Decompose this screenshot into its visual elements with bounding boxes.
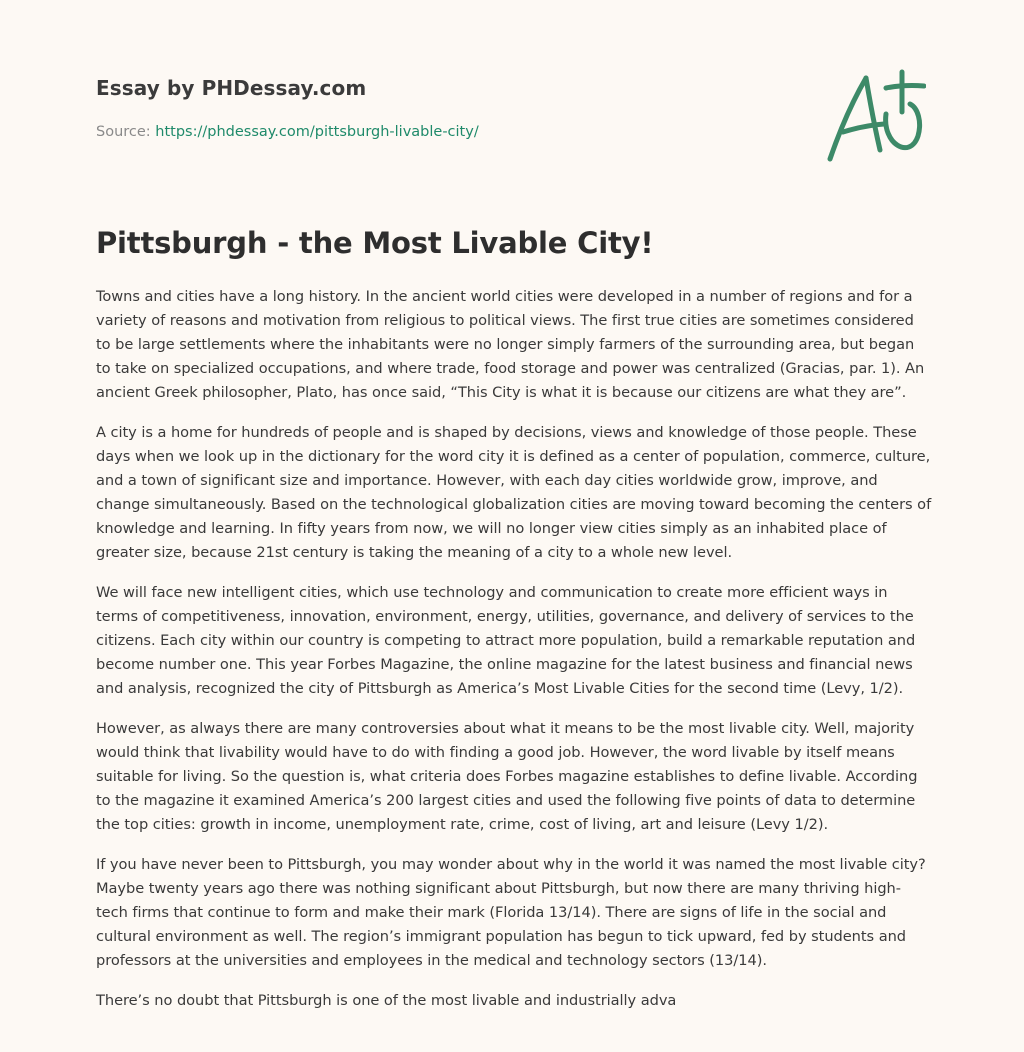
source-label: Source:: [96, 124, 151, 140]
essay-paragraph: If you have never been to Pittsburgh, you may wonder about why in the world it was named the most livable city? Maybe twenty years ago there was nothing significant about Pittsburgh, but now there are many thriving high-tech firms that continue to form and make their mark (Florida 13/14). There are signs of life in the social and cultural environment as well. The region’s immigrant population has begun to tick upward, fed by students and professors at the universities and employees in the medical and technology sectors (13/14).: [96, 856, 926, 969]
essay-body: [96, 285, 932, 1029]
site-title: Essay by PHDessay.com: [96, 76, 367, 100]
source-link[interactable]: https://phdessay.com/pittsburgh-livable-city/: [155, 124, 479, 140]
essay-paragraph: However, as always there are many controversies about what it means to be the most livable city. Well, majority would think that livability would have to do with finding a good job. However, the word livable by itself means suitable for living. So the question is, what criteria does Forbes magazine establishes to define livable. According to the magazine it examined America’s 200 largest cities and used the following five points of data to determine the top cities: growth in income, unemployment rate, crime, cost of living, art and leisure (Levy 1/2).: [96, 720, 918, 833]
essay-paragraph: Towns and cities have a long history. In the ancient world cities were developed in a number of regions and for a variety of reasons and motivation from religious to political views. The first true cities are sometimes considered to be large settlements where the inhabitants were no longer simply farmers of the surrounding area, but began to take on specialized occupations, and where trade, food storage and power was centralized (Gracias, par. 1). An ancient Greek philosopher, Plato, has once said, “This City is what it is because our citizens are what they are”.: [96, 288, 925, 401]
essay-paragraph: A city is a home for hundreds of people and is shaped by decisions, views and knowledge of those people. These days when we look up in the dictionary for the word city it is defined as a center of population, commerce, culture, and a town of significant size and importance. However, with each day cities worldwide grow, improve, and change simultaneously. Based on the technological globalization cities are moving toward becoming the centers of knowledge and learning. In fifty years from now, we will no longer view cities simply as an inhabited place of greater size, because 21st century is taking the meaning of a city to a whole new level.: [96, 424, 932, 561]
essay-title: Pittsburgh - the Most Livable City!: [96, 226, 654, 260]
essay-page: [96, 0, 932, 1052]
source-line: [96, 124, 479, 140]
a-plus-logo-icon: [826, 66, 926, 166]
essay-paragraph: We will face new intelligent cities, which use technology and communication to create more efficient ways in terms of competitiveness, innovation, environment, energy, utilities, governance, and delivery of services to the citizens. Each city within our country is competing to attract more population, build a remarkable reputation and become number one. This year Forbes Magazine, the online magazine for the latest business and financial news and analysis, recognized the city of Pittsburgh as America’s Most Livable Cities for the second time (Levy, 1/2).: [96, 584, 916, 697]
essay-paragraph: There’s no doubt that Pittsburgh is one of the most livable and industrially adva: [96, 992, 677, 1009]
